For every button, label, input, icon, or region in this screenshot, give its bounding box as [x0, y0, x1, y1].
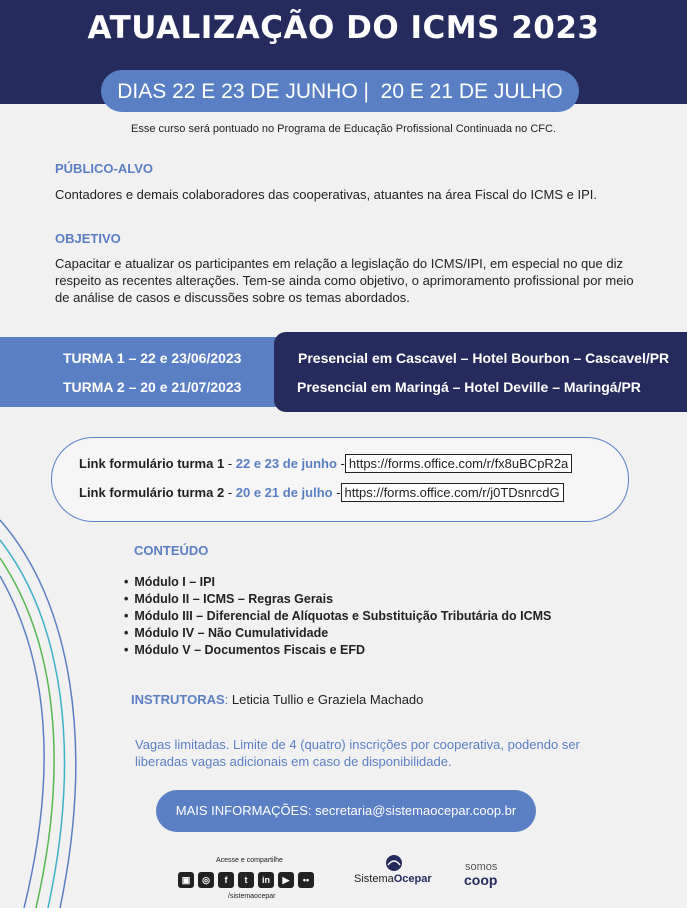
- link-2-label: Link formulário turma 2: [79, 485, 225, 500]
- objetivo-heading: OBJETIVO: [55, 231, 121, 246]
- facebook-icon[interactable]: f: [218, 872, 234, 888]
- somos-text: somos: [465, 861, 498, 873]
- modules-list: [124, 574, 551, 659]
- publico-heading: PÚBLICO-ALVO: [55, 161, 153, 176]
- turma-1-label: TURMA 1 – 22 e 23/06/2023: [63, 350, 242, 366]
- cfc-note: Esse curso será pontuado no Programa de Educação Profissional Continuada no CFC.: [131, 123, 556, 135]
- youtube-icon[interactable]: ▶: [278, 872, 294, 888]
- module-item: • Módulo IV – Não Cumulatividade: [124, 625, 551, 642]
- module-item: • Módulo II – ICMS – Regras Gerais: [124, 591, 551, 608]
- link-row-1: [79, 454, 572, 473]
- link-row-2: [79, 483, 564, 502]
- instrutoras-names: Leticia Tullio e Graziela Machado: [228, 692, 424, 707]
- decorative-arcs: [0, 480, 140, 908]
- vagas-text: Vagas limitadas. Limite de 4 (quatro) inscrições por cooperativa, podendo ser liberadas vagas adicionais em caso de disponibilidade.: [135, 737, 580, 769]
- instrutoras-colon: :: [224, 692, 229, 707]
- link-1-label: Link formulário turma 1: [79, 456, 225, 471]
- instrutoras: [131, 692, 423, 707]
- turmas-band-right: [274, 332, 687, 412]
- conteudo-heading: CONTEÚDO: [134, 543, 209, 558]
- linkedin-icon[interactable]: in: [258, 872, 274, 888]
- link-2-url[interactable]: https://forms.office.com/r/j0TDsnrcdG: [341, 483, 564, 502]
- publico-text: Contadores e demais colaboradores das cooperativas, atuantes na área Fiscal do ICMS e IPI.: [55, 187, 597, 202]
- module-item: • Módulo V – Documentos Fiscais e EFD: [124, 642, 551, 659]
- instagram-icon[interactable]: ◎: [198, 872, 214, 888]
- link-2-dates: 20 e 21 de julho: [235, 485, 333, 500]
- logo-sistema-bold: Ocepar: [393, 873, 432, 885]
- social-icons: [178, 872, 314, 888]
- logo-sistema-prefix: Sistema: [354, 873, 394, 885]
- mais-info-button[interactable]: MAIS INFORMAÇÕES: secretaria@sistemaocepar.coop.br: [156, 790, 536, 832]
- turma-2-label: TURMA 2 – 20 e 21/07/2023: [63, 379, 242, 395]
- module-item: • Módulo I – IPI: [124, 574, 551, 591]
- link-1-dates: 22 e 23 de junho: [235, 456, 337, 471]
- turma-1-local: Presencial em Cascavel – Hotel Bourbon – Cascavel/PR: [298, 350, 670, 366]
- turmas-band-left: [0, 337, 290, 407]
- module-item: • Módulo III – Diferencial de Alíquotas e Substituição Tributária do ICMS: [124, 608, 551, 625]
- flickr-icon[interactable]: ••: [298, 872, 314, 888]
- dates-pill: DIAS 22 E 23 DE JUNHO | 20 E 21 DE JULHO: [101, 70, 579, 112]
- share-text: Acesse e compartilhe: [216, 857, 283, 864]
- link-2-sep2: -: [332, 485, 341, 500]
- link-1-sep2: -: [336, 456, 345, 471]
- sistema-ocepar-logo-icon: [383, 853, 405, 873]
- link-2-sep: -: [224, 485, 236, 500]
- link-1-sep: -: [224, 456, 236, 471]
- coop-logo: coop: [464, 872, 498, 888]
- turma-2-local: Presencial em Maringá – Hotel Deville – Maringá/PR: [297, 379, 641, 395]
- sistema-ocepar-logo: [354, 873, 432, 885]
- objetivo-text: Capacitar e atualizar os participantes em relação a legislação do ICMS/IPI, em especial no que diz respeito as recentes alterações. Tem-se ainda como objetivo, o aprimoramento profissional por meio de análise de casos e discussões sobre os temas abordados.: [55, 256, 634, 305]
- twitter-icon[interactable]: t: [238, 872, 254, 888]
- page-title: ATUALIZAÇÃO DO ICMS 2023: [87, 10, 600, 46]
- social-handle: /sistemaocepar: [228, 893, 276, 900]
- instrutoras-label: INSTRUTORAS: [131, 692, 225, 707]
- flickr-coop-icon[interactable]: ▣: [178, 872, 194, 888]
- link-1-url[interactable]: https://forms.office.com/r/fx8uBCpR2a: [345, 454, 572, 473]
